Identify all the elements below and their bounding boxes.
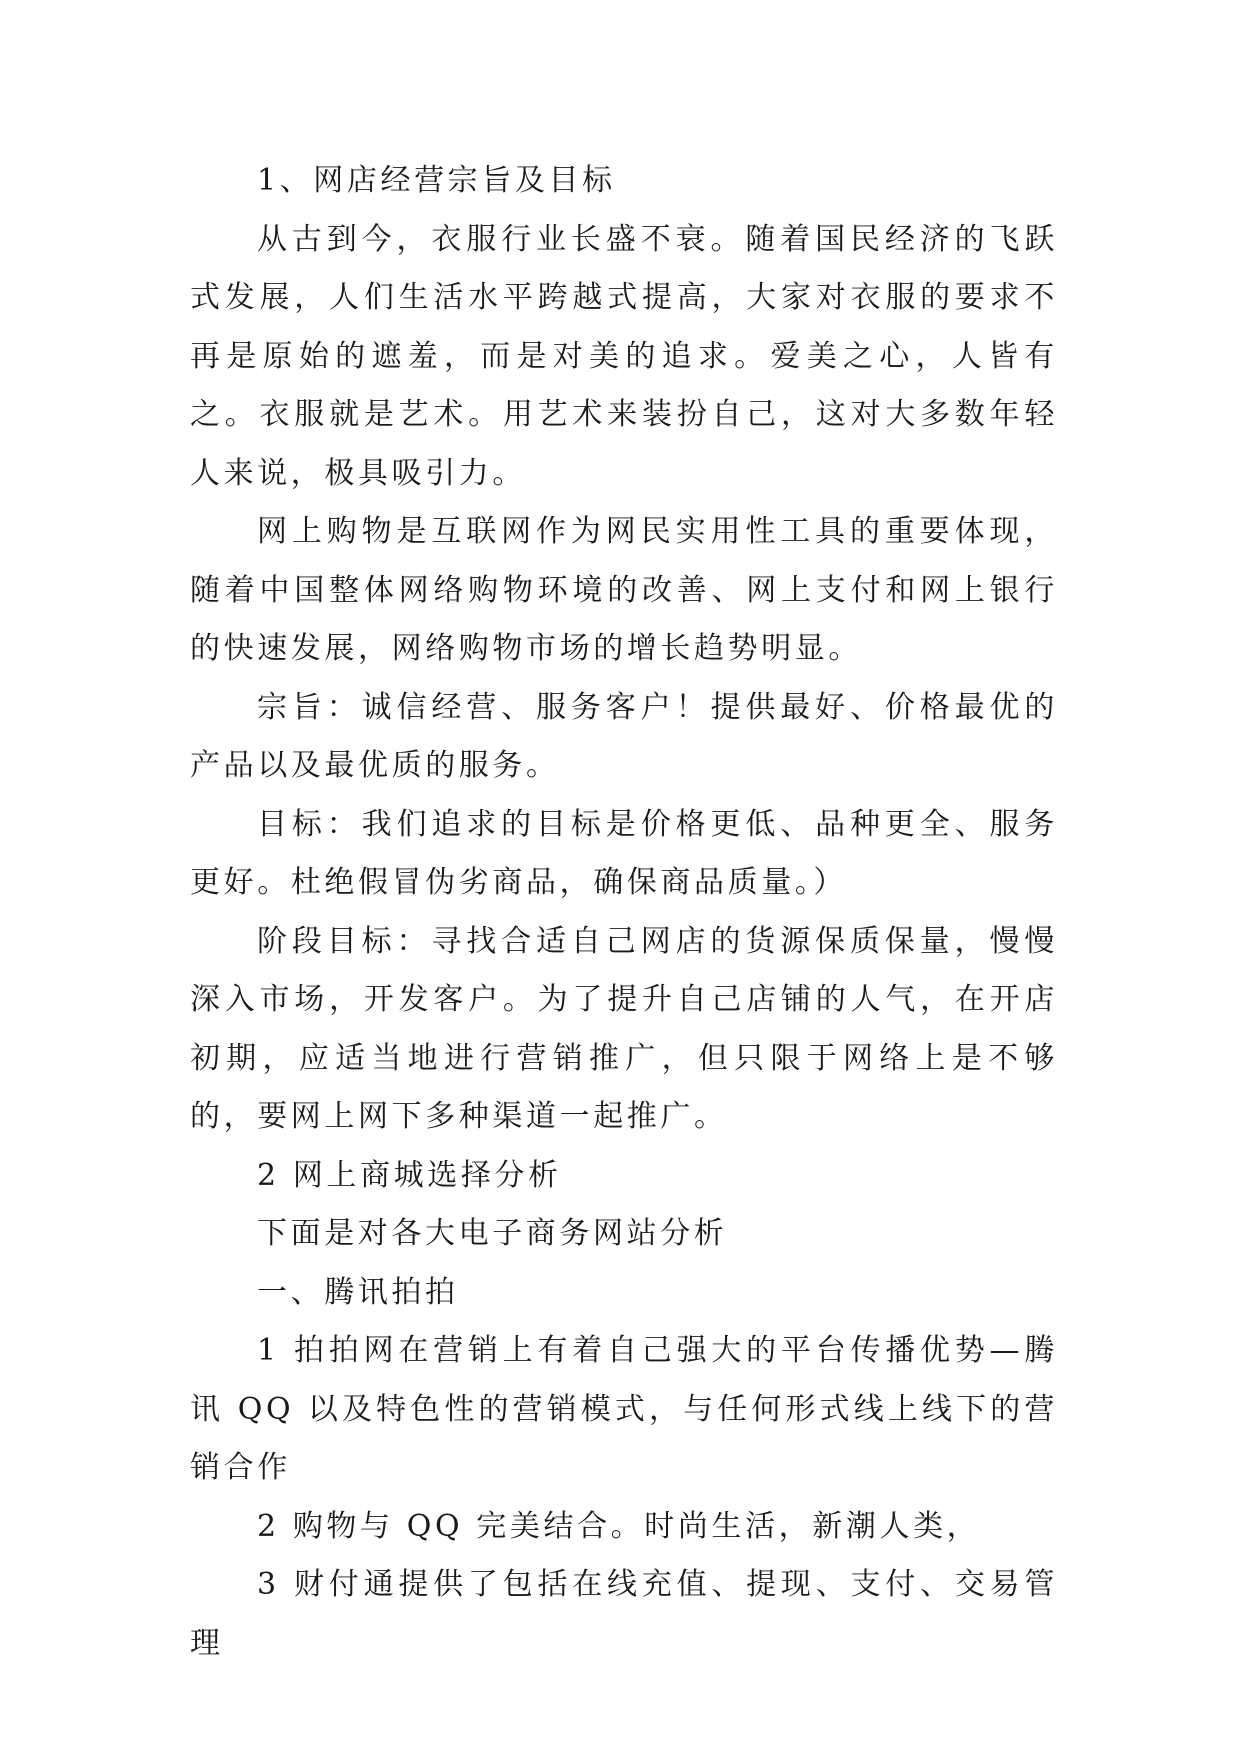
- list-item-paipai-1: 1 拍拍网在营销上有着自己强大的平台传播优势—腾讯 QQ 以及特色性的营销模式，与任何形式线上线下的营销合作: [190, 1333, 1058, 1485]
- paragraph-purpose: 宗旨：诚信经营、服务客户！提供最好、价格最优的产品以及最优质的服务。: [190, 689, 1058, 783]
- list-item-paipai-3: 3 财付通提供了包括在线充值、提现、支付、交易管理: [190, 1567, 1058, 1661]
- section-heading-shop-purpose: 1、网店经营宗旨及目标: [257, 163, 616, 198]
- paragraph-analysis-intro: 下面是对各大电子商务网站分析: [257, 1216, 728, 1251]
- list-item-paipai-2: 2 购物与 QQ 完美结合。时尚生活，新潮人类，: [257, 1508, 981, 1544]
- paragraph-goal: 目标：我们追求的目标是价格更低、品种更全、服务更好。杜绝假冒伪劣商品，确保商品质量。）: [190, 806, 1058, 900]
- paragraph-online-shopping: 网上购物是互联网作为网民实用性工具的重要体现，随着中国整体网络购物环境的改善、网上支付和网上银行的快速发展，网络购物市场的增长趋势明显。: [190, 514, 1058, 666]
- paragraph-stage-goal: 阶段目标：寻找合适自己网店的货源保质保量，慢慢深入市场，开发客户。为了提升自己店铺的人气，在开店初期，应适当地进行营销推广，但只限于网络上是不够的，要网上网下多种渠道一起推广。: [190, 923, 1058, 1134]
- subheading-tencent-paipai: 一、腾讯拍拍: [257, 1274, 459, 1310]
- paragraph-clothing-industry: 从古到今，衣服行业长盛不衰。随着国民经济的飞跃式发展，人们生活水平跨越式提高，大家对衣服的要求不再是原始的遮羞，而是对美的追求。爱美之心，人皆有之。衣服就是艺术。用艺术来装扮自己，这对大多数年轻人来说，极具吸引力。: [190, 221, 1058, 491]
- document-body: [190, 152, 1058, 1673]
- section-heading-mall-analysis: 2 网上商城选择分析: [257, 1157, 562, 1193]
